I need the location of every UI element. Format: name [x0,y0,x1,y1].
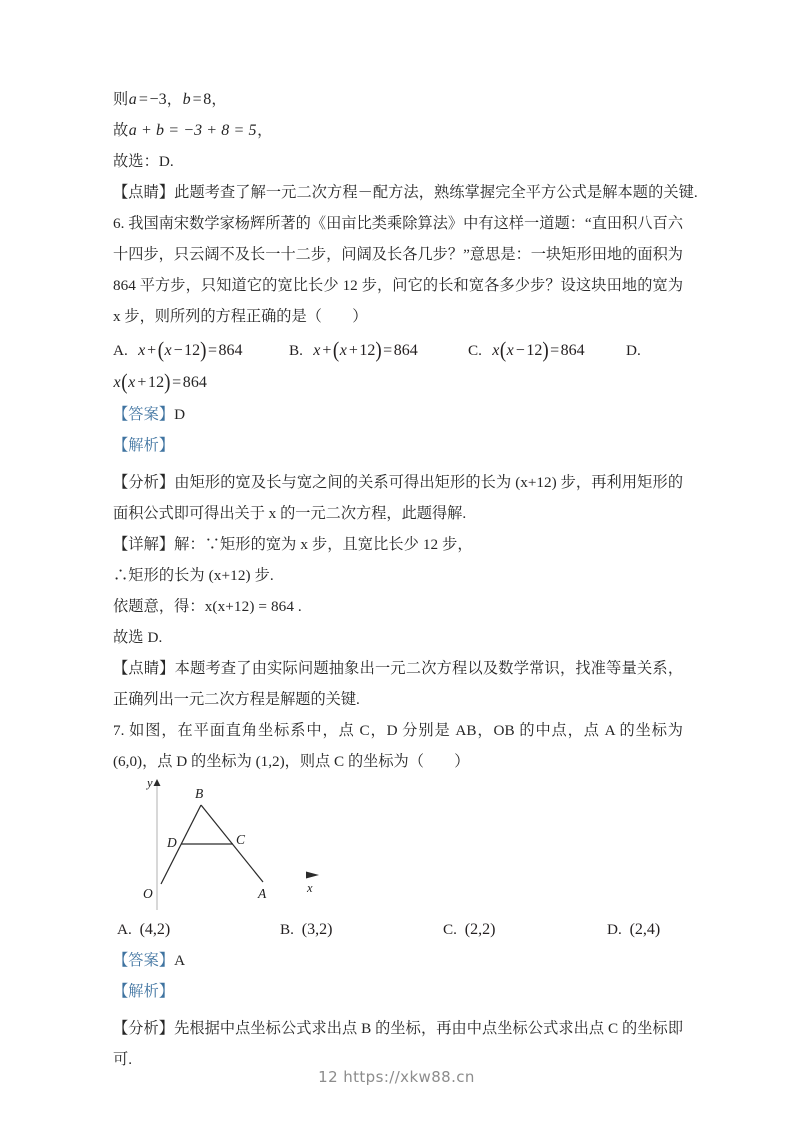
page-footer: 12 https://xkw88.cn [318,1068,475,1086]
q7-explanation-label: 【解析】 [113,983,175,1000]
q6-stem [113,208,683,332]
q6-option-a-label: A. [113,342,128,359]
q7-analysis [113,1013,683,1075]
q7-option-c-label: C. [443,921,457,938]
q7-option-a-value: (4,2) [139,921,171,938]
q5-line-sum [113,115,683,146]
q5-comma-2: ， [211,91,227,108]
point-label-b: B [195,786,204,801]
point-label-a: A [258,886,267,901]
q6-answer-line [113,399,683,430]
point-label-c: C [236,832,246,847]
q7-figure [123,777,383,912]
q6-analysis-label: 【分析】 [113,474,175,491]
q6-analysis-text: 由矩形的宽及长与宽之间的关系可得出矩形的长为 (x+12) 步，再利用矩形的面积公式即可得出关于 x 的一元二次方程，此题得解. [113,474,684,522]
q7-option-b[interactable] [280,914,332,945]
q6-detail-label: 【详解】 [113,536,175,553]
coordinate-geometry-diagram [123,777,383,912]
q7-answer-label: 【答案】 [113,952,175,969]
q6-answer-value: D [174,406,186,423]
q7-answer-value: A [174,952,186,969]
q7-analysis-label: 【分析】 [113,1020,175,1037]
q5-eq-2: = [192,91,202,108]
q7-option-c[interactable] [443,914,495,945]
q5-comma-1: ， [166,91,183,108]
q5-tip-text: 此题考查了解一元二次方程－配方法，熟练掌握完全平方公式是解本题的关键. [174,184,698,201]
y-axis-label: y [147,777,153,790]
q6-option-b[interactable]: B. x +(x +12)=864 [289,338,418,363]
q6-option-b-label: B. [289,342,303,359]
y-axis-arrow-icon [154,779,161,786]
q6-detail-line-2: ∴矩形的长为 (x+12) 步. [113,567,274,584]
q5-prefix-ze: 则 [113,91,129,108]
q6-detail-text-1: 解：∵矩形的宽为 x 步，且宽比长少 12 步， [174,536,473,553]
q7-option-c-value: (2,2) [464,921,496,938]
q6-detail-line-4: 故选 D. [113,629,163,646]
q6-option-c-label: C. [468,342,482,359]
q6-analysis [113,467,683,529]
q7-option-b-label: B. [280,921,294,938]
q6-explanation-label: 【解析】 [113,437,175,454]
q6-answer-label: 【答案】 [113,406,175,423]
q6-option-a[interactable]: A. x +(x −12)=864 [113,338,243,363]
q5-val-a: −3 [149,91,167,108]
q6-option-d-math[interactable]: x(x +12)=864 [113,370,208,395]
q6-stem-text: 我国南宋数学家杨辉所著的《田亩比类乘除算法》中有这样一道题：“直田积八百六十四步，只云阔不及长一十二步，问阔及长各几步？”意思是：一块矩形田地的面积为 864 平方步，只知道它的宽比长少 12 步，问它的长和宽各多少步？设这块田地的宽为 x 步，则所列的方程正确的是（ ） [113,215,684,325]
q5-comma-3: ， [257,122,273,139]
q7-option-a[interactable] [117,914,170,945]
q7-stem [113,715,683,777]
q7-options-row [113,914,683,945]
q7-option-a-label: A. [117,921,132,938]
q7-option-d[interactable] [607,914,660,945]
q5-var-b: b [182,91,191,108]
q5-tip-line [113,177,698,208]
q7-analysis-text: 先根据中点坐标公式求出点 B 的坐标，再由中点坐标公式求出点 C 的坐标即可. [113,1020,684,1068]
q5-line-ab-values [113,84,683,115]
x-axis-arrow-icon [306,872,319,879]
page-content [113,84,698,1075]
q7-number: 7. [113,722,125,739]
q6-detail-line-3: 依题意，得：x(x+12) = 864 . [113,598,302,615]
q5-val-b: 8 [203,91,212,108]
q5-tip-label: 【点睛】 [113,184,175,201]
q6-tip [113,653,683,715]
x-axis-label: x [307,881,313,895]
q7-answer-line [113,945,683,976]
q6-tip-text: 本题考查了由实际问题抽象出一元二次方程以及数学常识，找准等量关系，正确列出一元二次方程是解题的关键. [113,660,684,708]
point-label-o: O [143,886,153,901]
q5-var-a: a [128,91,137,108]
q7-stem-text: 如图，在平面直角坐标系中，点 C，D 分别是 AB，OB 的中点，点 A 的坐标为 (6,0)，点 D 的坐标为 (1,2)，则点 C 的坐标为（ ） [113,722,683,770]
q6-option-d-label-wrap[interactable] [626,335,641,366]
q6-option-d-label: D. [626,342,641,359]
q7-option-d-value: (2,4) [629,921,661,938]
q6-options-row-1 [113,335,683,366]
point-label-d: D [167,835,177,850]
q5-prefix-gu: 故 [113,122,129,139]
q6-option-c[interactable]: C. x(x −12)=864 [468,338,585,363]
q5-eq-1: = [138,91,149,108]
q6-number: 6. [113,215,125,232]
q7-option-d-label: D. [607,921,622,938]
q6-tip-label: 【点睛】 [113,660,175,677]
q5-sum-expression: a + b = −3 + 8 = 5 [128,122,257,139]
q5-line-choice: 故选：D. [113,153,174,170]
q6-detail-line-1 [113,529,683,560]
q7-option-b-value: (3,2) [301,921,333,938]
